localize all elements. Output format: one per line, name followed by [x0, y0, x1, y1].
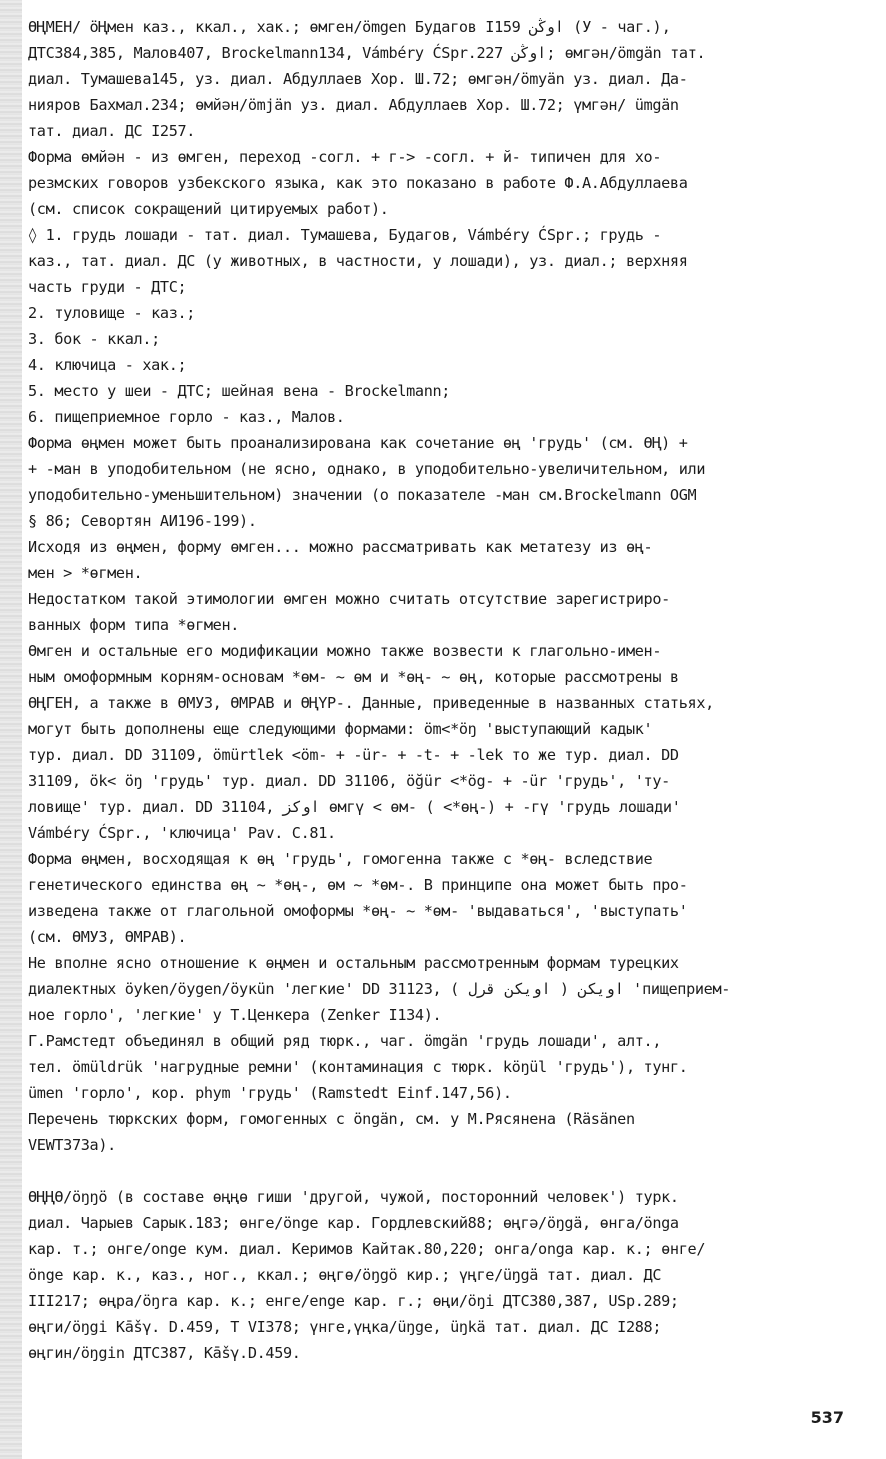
entry-separator — [28, 1158, 854, 1184]
text-line: III217; өңра/öŋra кар. к.; енге/enge кар. г.; өңи/öŋi ДТС380,387, USp.289; — [28, 1292, 679, 1310]
text-line: ДТС384,385, Малов407, Brockelmann134, Vámbéry ĆSpr.227 اوڭن; өмгән/ömgän тат. — [28, 44, 706, 62]
text-line: 4. ключица - хак.; — [28, 356, 187, 374]
text-line: ным омоформным корням-основам *өм- ~ өм и *өң- ~ өң, которые рассмотрены в — [28, 668, 679, 686]
text-line: 3. бок - ккал.; — [28, 330, 160, 348]
text-line: ümen 'горло', кор. phym 'грудь' (Ramstedt Einf.147,56). — [28, 1084, 512, 1102]
text-line: часть груди - ДТС; — [28, 278, 187, 296]
text-line: диалектных öуken/öуgen/öукün 'легкие' DD 31123, اویكن ( اویكن قرل ) 'пищеприем- — [28, 980, 731, 998]
text-line: ванных форм типа *өгмен. — [28, 616, 240, 634]
text-line: өңгин/öŋgin ДТС387, Kāšγ.D.459. — [28, 1344, 301, 1362]
text-line: § 86; Севортян АИ196-199). — [28, 512, 257, 530]
text-line: Форма өмйән - из өмген, переход -согл. + г-> -согл. + й- типичен для хо- — [28, 148, 662, 166]
text-line: могут быть дополнены еще следующими формами: öm<*öŋ 'выступающий кадык' — [28, 720, 653, 738]
text-line: ӨҢМЕН/ öҢмен каз., ккал., хак.; өмген/ömgen Будагов I159 اوڭن (У - чаг.), — [28, 18, 671, 36]
text-line: уподобительно-уменьшительном) значении (о показателе -ман см.Brockelmann OGM — [28, 486, 697, 504]
text-line: өңги/öŋgi Kāšγ. D.459, T VI378; үнге,үңка/üŋge, üŋkä тат. диал. ДС I288; — [28, 1318, 662, 1336]
text-line: нияров Бахмал.234; өмйән/ömjän уз. диал. Абдуллаев Хор. Ш.72; үмгән/ ümgän — [28, 96, 679, 114]
text-line: Не вполне ясно отношение к өңмен и остальным рассмотренным формам турецких — [28, 954, 679, 972]
text-line: ◊ 1. грудь лошади - тат. диал. Тумашева, Будагов, Vámbéry ĆSpr.; грудь - — [28, 226, 662, 244]
text-line: ӨҢГЕН, а также в ӨМУЗ, ӨМРАВ и ӨҢҮР-. Данные, приведенные в названных статьях, — [28, 694, 714, 712]
text-line: мен > *өгмен. — [28, 564, 143, 582]
text-line: önge кар. к., каз., ног., ккал.; өңгө/öŋgö кир.; үңге/üŋgä тат. диал. ДС — [28, 1266, 662, 1284]
text-line: изведена также от глагольной омоформы *өң- ~ *өм- 'выдаваться', 'выступать' — [28, 902, 688, 920]
text-line: ӨҢҢӨ/öŋŋö (в составе өңңө гиши 'другой, чужой, посторонний человек') турк. — [28, 1188, 679, 1206]
text-line: Г.Рамстедт объединял в общий ряд тюрк., чаг. ömgän 'грудь лошади', алт., — [28, 1032, 662, 1050]
text-line: диал. Тумашева145, уз. диал. Абдуллаев Хор. Ш.72; өмгән/ömyän уз. диал. Да- — [28, 70, 688, 88]
text-line: Исходя из өңмен, форму өмген... можно рассматривать как метатезу из өң- — [28, 538, 653, 556]
text-line: 31109, ök< öŋ 'грудь' тур. диал. DD 31106, öğür <*ög- + -ür 'грудь', 'ту- — [28, 772, 670, 790]
text-line: Өмген и остальные его модификации можно также возвести к глагольно-имен- — [28, 642, 662, 660]
text-line: 6. пищеприемное горло - каз., Малов. — [28, 408, 345, 426]
text-line: Перечень тюркских форм, гомогенных с öngän, см. у М.Рясянена (Räsänen — [28, 1110, 635, 1128]
scan-edge-shadow — [0, 0, 22, 1459]
text-line: тат. диал. ДС I257. — [28, 122, 196, 140]
text-line: кар. т.; онге/onge кум. диал. Керимов Кайтак.80,220; онга/onga кар. к.; өнге/ — [28, 1240, 706, 1258]
dictionary-page — [28, 14, 854, 1366]
text-line: резмских говоров узбекского языка, как это показано в работе Ф.А.Абдуллаева — [28, 174, 688, 192]
text-line: Форма өңмен может быть проанализирована как сочетание өң 'грудь' (см. ӨҢ) + — [28, 434, 688, 452]
text-line: VEWT373a). — [28, 1136, 116, 1154]
text-line: ловище' тур. диал. DD 31104, اوكز өмгү < өм- ( <*өң-) + -гү 'грудь лошади' — [28, 798, 681, 816]
text-line: тур. диал. DD 31109, ömürtlek <öm- + -ür- + -t- + -lek то же тур. диал. DD — [28, 746, 679, 764]
text-line: ное горло', 'легкие' у Т.Ценкера (Zenker I134). — [28, 1006, 442, 1024]
text-line: Vámbéry ĆSpr., 'ключица' Pav. C.81. — [28, 824, 336, 842]
text-line: Недостатком такой этимологии өмген можно считать отсутствие зарегистриро- — [28, 590, 670, 608]
text-line: 2. туловище - каз.; — [28, 304, 196, 322]
text-line: + -ман в уподобительном (не ясно, однако, в уподобительно-увеличительном, или — [28, 460, 706, 478]
page-number: 537 — [810, 1408, 844, 1427]
text-line: тел. ömüldrük 'нагрудные ремни' (контаминация с тюрк. köŋül 'грудь'), тунг. — [28, 1058, 688, 1076]
text-line: каз., тат. диал. ДС (у животных, в частности, у лошади), уз. диал.; верхняя — [28, 252, 688, 270]
text-line: (см. ӨМУЗ, ӨМРАВ). — [28, 928, 187, 946]
text-line: диал. Чарыев Сарык.183; өнге/önge кар. Гордлевский88; өңгә/öŋgä, өнга/önga — [28, 1214, 679, 1232]
text-line: Форма өңмен, восходящая к өң 'грудь', гомогенна также с *өң- вследствие — [28, 850, 653, 868]
text-line: 5. место у шеи - ДТС; шейная вена - Brockelmann; — [28, 382, 451, 400]
text-line: генетического единства өң ~ *өң-, өм ~ *өм-. В принципе она может быть про- — [28, 876, 688, 894]
text-line: (см. список сокращений цитируемых работ). — [28, 200, 389, 218]
